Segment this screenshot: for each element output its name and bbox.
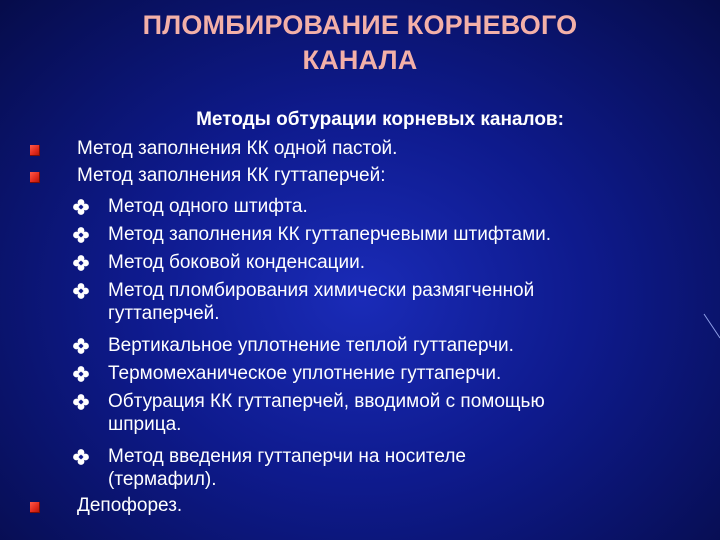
diamond-bullet-icon xyxy=(72,282,90,300)
list-item: Термомеханическое уплотнение гуттаперчи. xyxy=(108,363,502,384)
red-square-bullet-icon xyxy=(30,145,40,156)
slide-title-line-1: ПЛОМБИРОВАНИЕ КОРНЕВОГО xyxy=(142,10,578,40)
list-item: Метод заполнения КК гуттаперчевыми штифтами. xyxy=(108,224,552,245)
corner-decoration xyxy=(702,312,720,342)
diamond-bullet-icon xyxy=(72,254,90,272)
diamond-bullet-icon xyxy=(72,393,90,411)
list-item-continuation: шприца. xyxy=(108,414,182,435)
diamond-bullet-icon xyxy=(72,337,90,355)
red-square-bullet-icon xyxy=(30,172,40,183)
list-item: Метод пломбирования химически размягченной xyxy=(108,280,535,301)
list-item-continuation: гуттаперчей. xyxy=(108,303,220,324)
diamond-bullet-icon xyxy=(72,226,90,244)
red-square-bullet-icon xyxy=(30,502,40,513)
slide-subtitle: Методы обтурации корневых каналов: xyxy=(196,109,564,130)
diamond-bullet-icon xyxy=(72,448,90,466)
list-item: Метод заполнения КК гуттаперчей: xyxy=(77,165,386,186)
list-item: Депофорез. xyxy=(77,495,183,516)
diamond-bullet-icon xyxy=(72,198,90,216)
list-item: Метод одного штифта. xyxy=(108,196,308,217)
list-item: Метод введения гуттаперчи на носителе xyxy=(108,446,467,467)
diamond-bullet-icon xyxy=(72,365,90,383)
list-item: Метод боковой конденсации. xyxy=(108,252,366,273)
list-item: Метод заполнения КК одной пастой. xyxy=(77,138,398,159)
list-item-continuation: (термафил). xyxy=(108,469,217,490)
list-item: Обтурация КК гуттаперчей, вводимой с помощью xyxy=(108,391,545,412)
list-item: Вертикальное уплотнение теплой гуттаперчи. xyxy=(108,335,514,356)
slide-title-line-2: КАНАЛА xyxy=(302,45,418,75)
slide-title xyxy=(0,8,720,78)
